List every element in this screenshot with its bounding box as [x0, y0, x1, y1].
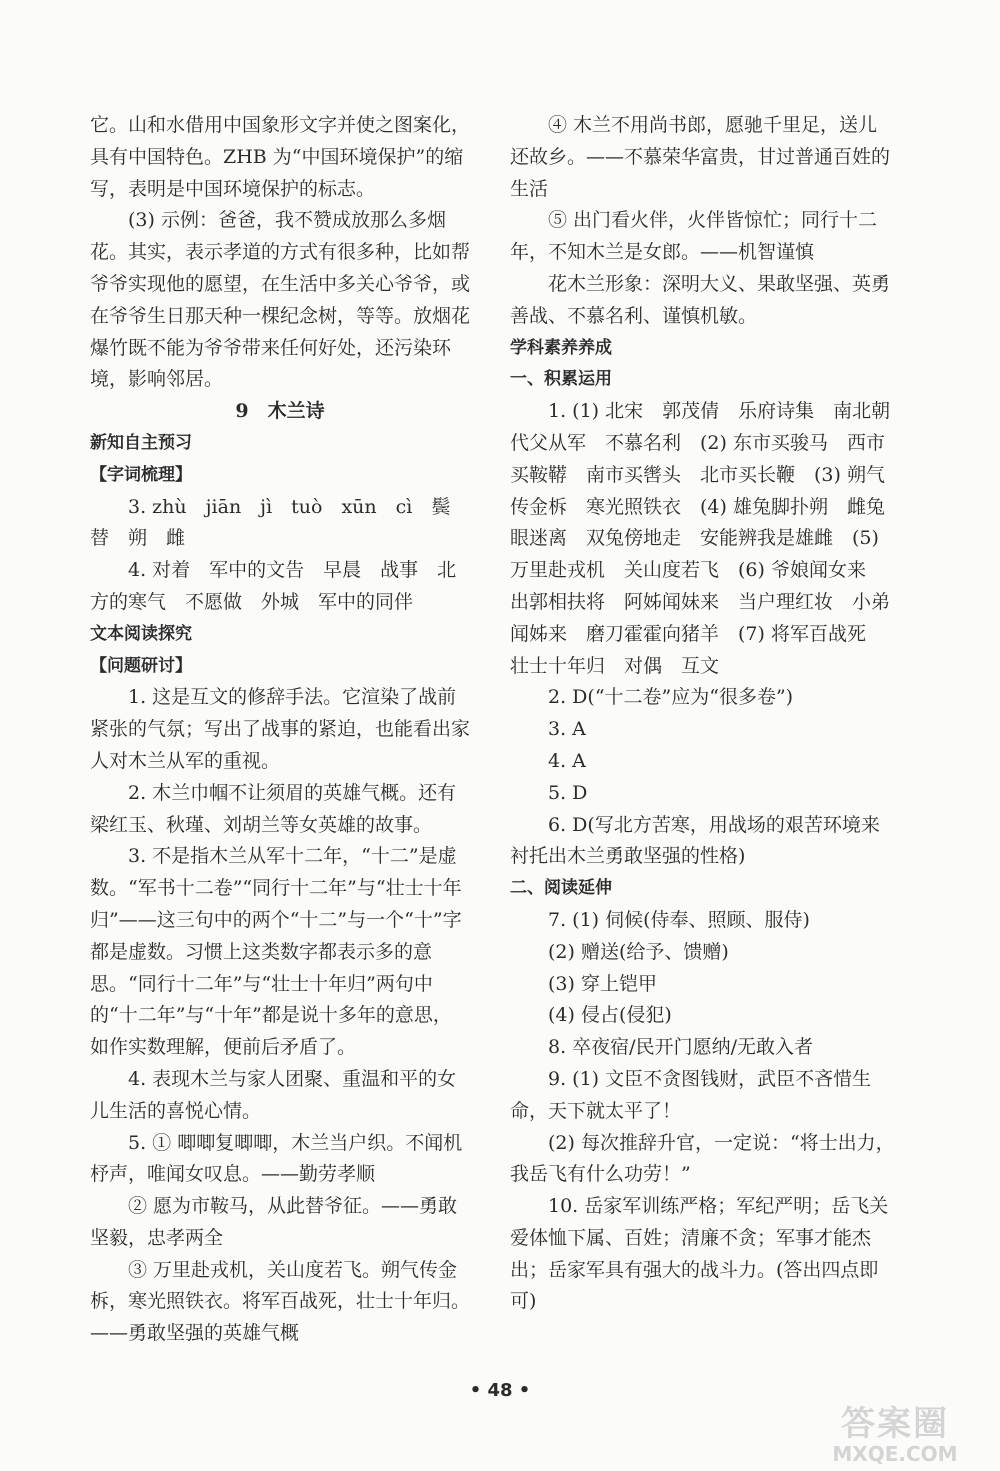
left-paragraph: 9 木兰诗: [235, 400, 325, 423]
right-paragraph: 3. A: [548, 718, 586, 741]
right-paragraph: 7. (1) 伺候(侍奉、照顾、服侍): [548, 908, 810, 931]
right-paragraph: 1. (1) 北宋 郭茂倩 乐府诗集 南北朝 代父从军 不慕名利 (2) 东市买骏马 西市买鞍鞯 南市买辔头 北市买长鞭 (3) 朔气传金柝 寒光照铁衣 (4) 雄兔脚扑朔 雌兔眼迷离 双兔傍地走 安能辨我是雄雌 (5) 万里赴戎机 关山度若飞 (6) 爷娘闻女来 出郭相扶将 阿姊闻妹来 当户理红妆 小弟闻姊来 磨刀霍霍向猪羊 (7) 将军百战死 壮士十年归 对偶 互文: [510, 400, 910, 677]
left-paragraph: 新知自主预习: [90, 432, 192, 453]
right-paragraph: (4) 侵占(侵犯): [548, 1004, 672, 1027]
left-paragraph: 文本阅读探究: [90, 623, 192, 644]
left-paragraph: 【字词梳理】: [90, 464, 192, 485]
page-number: • 48 •: [469, 1380, 531, 1401]
watermark-logo: [800, 1405, 990, 1467]
left-paragraph: 1. 这是互文的修辞手法。它渲染了战前紧张的气氛；写出了战事的紧迫，也能看出家人对木兰从军的重视。: [90, 686, 471, 772]
left-paragraph: 4. 表现木兰与家人团聚、重温和平的女儿生活的喜悦心情。: [90, 1067, 457, 1122]
left-paragraph: 5. ① 唧唧复唧唧，木兰当户织。不闻机杼声，唯闻女叹息。——勤劳孝顺: [90, 1131, 463, 1186]
right-paragraph: ⑤ 出门看火伴，火伴皆惊忙；同行十二年，不知木兰是女郎。——机智谨慎: [510, 209, 878, 264]
left-paragraph: 3. zhù jiān jì tuò xūn cì 鬓 替 朔 雌: [90, 495, 470, 550]
right-column: [510, 110, 910, 1318]
right-paragraph: (2) 赠送(给予、馈赠): [548, 940, 729, 963]
left-paragraph: (3) 示例：爸爸，我不赞成放那么多烟花。其实，表示孝道的方式有很多种，比如帮爷爷实现他的愿望，在生活中多关心爷爷，或在爷爷生日那天种一棵纪念树，等等。放烟花爆竹既不能为爷爷带来任何好处，还污染环境，影响邻居。: [90, 209, 471, 391]
right-paragraph: 二、阅读延伸: [510, 878, 612, 899]
right-paragraph: 2. D(“十二卷”应为“很多卷”): [548, 686, 794, 709]
left-paragraph: 【问题研讨】: [90, 655, 192, 676]
right-paragraph: 一、积累运用: [510, 369, 612, 390]
left-paragraph: 3. 不是指木兰从军十二年，“十二”是虚数。“军书十二卷”“同行十二年”与“壮士十年归”——这三句中的两个“十二”与一个“十”字都是虚数。习惯上这类数字都表示多的意思。“同行十二年”与“壮士十年归”两句中的“十二年”与“十年”都是说十多年的意思，如作实数理解，便前后矛盾了。: [90, 845, 462, 1059]
right-paragraph: 8. 卒夜宿/民开门愿纳/无敢入者: [548, 1036, 813, 1059]
watermark-main: 答案圈: [841, 1404, 949, 1444]
right-paragraph: ④ 木兰不用尚书郎，愿驰千里足，送儿还故乡。——不慕荣华富贵，甘过普通百姓的生活: [510, 114, 891, 200]
right-paragraph: 10. 岳家军训练严格；军纪严明；岳飞关爱体恤下属、百姓；清廉不贪；军事才能杰出；岳家军具有强大的战斗力。(答出四点即可): [510, 1195, 889, 1313]
left-column: [90, 110, 470, 1350]
left-paragraph: 它。山和水借用中国象形文字并使之图案化，具有中国特色。ZHB 为“中国环境保护”的缩写，表明是中国环境保护的标志。: [90, 114, 471, 200]
watermark-url: MXQE.COM: [832, 1442, 958, 1466]
right-paragraph: 9. (1) 文臣不贪图钱财，武臣不吝惜生命，天下就太平了！: [510, 1067, 872, 1122]
right-paragraph: 6. D(写北方苦寒，用战场的艰苦环境来衬托出木兰勇敢坚强的性格): [510, 813, 880, 868]
right-paragraph: (3) 穿上铠甲: [548, 972, 657, 995]
left-paragraph: 2. 木兰巾帼不让须眉的英雄气概。还有梁红玉、秋瑾、刘胡兰等女英雄的故事。: [90, 781, 457, 836]
left-paragraph: ③ 万里赴戎机，关山度若飞。朔气传金柝，寒光照铁衣。将军百战死，壮士十年归。——勇敢坚强的英雄气概: [90, 1258, 471, 1345]
left-paragraph: 4. 对着 军中的文告 早晨 战事 北方的寒气 不愿做 外城 军中的同伴: [90, 559, 457, 613]
left-paragraph: ② 愿为市鞍马，从此替爷征。——勇敢坚毅，忠孝两全: [90, 1195, 458, 1249]
right-paragraph: 5. D: [548, 781, 588, 804]
right-paragraph: (2) 每次推辞升官，一定说：“将士出力，我岳飞有什么功劳！”: [510, 1131, 895, 1186]
right-paragraph: 4. A: [548, 749, 586, 772]
right-paragraph: 花木兰形象：深明大义、果敢坚强、英勇善战、不慕名利、谨慎机敏。: [510, 272, 891, 327]
right-paragraph: 学科素养养成: [510, 337, 612, 358]
